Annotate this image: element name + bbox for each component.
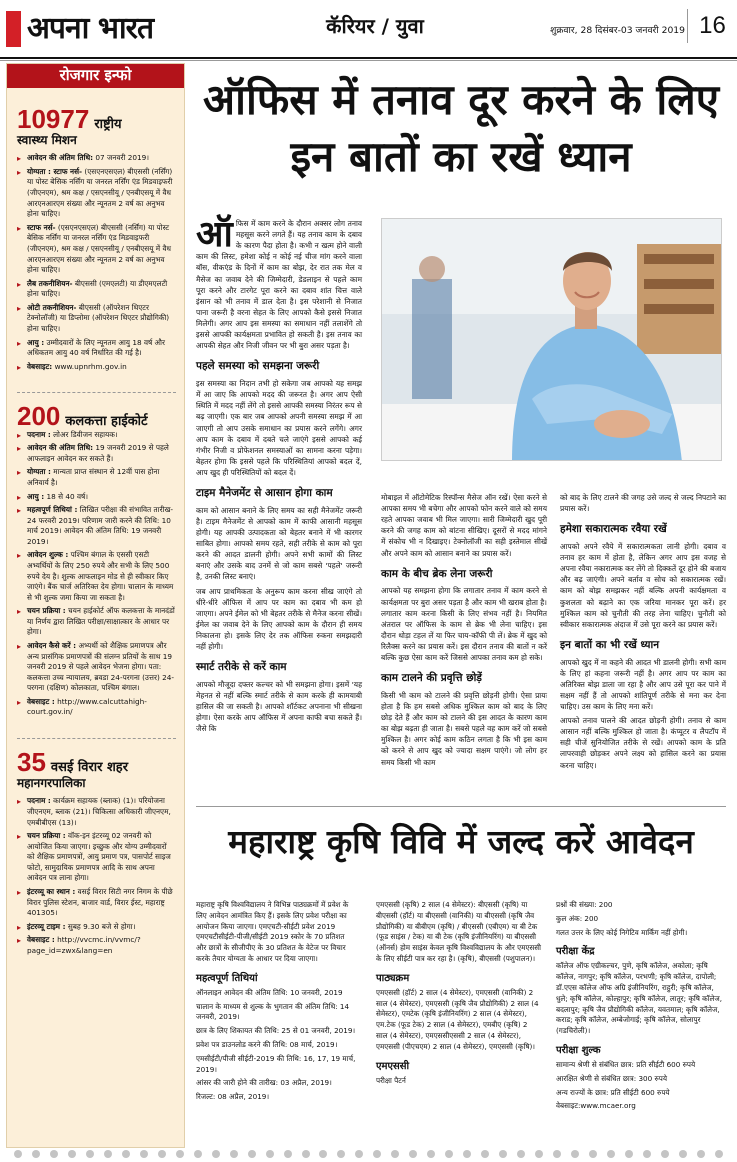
job-details <box>17 796 176 956</box>
man-at-desk-illustration <box>382 219 722 461</box>
section-divider <box>196 806 726 807</box>
secondary-article <box>196 900 726 1140</box>
job-detail-value: www.upnrhm.gov.in <box>54 361 127 371</box>
job-detail-label: आयु : <box>27 491 45 501</box>
job-detail-item <box>17 641 176 694</box>
paragraph <box>376 988 541 1053</box>
job-detail-label: योग्यता : <box>27 467 51 477</box>
subheading: परीक्षा केंद्र <box>556 946 595 958</box>
job-org-line2: स्वास्थ्य मिशन <box>17 133 77 148</box>
job-detail-label: वेबसाइट: <box>27 361 53 371</box>
paragraph <box>560 541 726 630</box>
paragraph <box>196 1054 356 1076</box>
job-detail-value: अभ्यर्थी को शैक्षिक प्रमाणपत्र और अन्य प्रासंगिक प्रमाणपत्रों की संलग्न प्रतियों के साथ 19 जनवरी 2019 से पहले आवेदन भेजना होगा। पता: कलकत्ता उच्च न्यायालय, ब्रवडा 24-परगना (उत्तर) 24-परगना (दक्षिण) कोलकाता, पश्चिम बंगाल। <box>27 641 175 693</box>
paragraph-text: आपको मौजूदा दफ्तर कल्चर को भी समझना होगा। इसमें 'यह मेहनत से नहीं बल्कि स्मार्ट तरीके से काम करके ही कामयाबी हासिल की जा सकती है। आपको शॉर्टकट अपनाना भी सीखना होगा। ऐसा करके आप ऑफिस में अपना काफी बचा सकते हैं। जैसे कि <box>196 679 362 734</box>
paragraph-text: आपको यह समझना होगा कि लगातार तनाव में काम करने से कार्यक्षमता पर बुरा असर पड़ता है और काम भी खराब होता है। लगातार काम करना किसी के लिए संभव नहीं है। नियमित अंतराल पर ऑफिस के काम से ब्रेक भी लेना चाहिए। इस दौरान थोड़ा टहल लें या फिर चाय-कॉफी पी लें। ब्रेक में खुद को रिलैक्स करने का प्रयास करें। इस दौरान तनाव की बातों न करें बल्कि कुछ ऐसा काम करें जिससे आपका तनाव कम हो सके। <box>381 586 547 663</box>
paragraph <box>556 1060 726 1071</box>
paragraph-text: आपको तनाव पालने की आदत छोड़नी होगी। तनाव से काम आसान नहीं बल्कि मुश्किल हो जाता है। कंप्यूटर व लैपटॉप में सही चीजें सुनियोजित तरीके से रखें। आपको काम के प्रति लापरवाही छोड़कर अपने लक्ष्य को हासिल करने का प्रयास करना चाहिए। <box>560 716 726 770</box>
jobs-sidebar <box>6 63 185 1148</box>
section-label: कॅरियर / युवा <box>326 14 424 38</box>
job-detail-label: पदनाम : <box>27 796 51 806</box>
subheading: काम के बीच ब्रेक लेना जरूरी <box>381 567 493 580</box>
job-title <box>17 747 176 778</box>
brand-bar <box>6 11 21 47</box>
paragraph-text: फिस में काम करने के दौरान अक्सर लोग तनाव महसूस करने लगते हैं। यह तनाव काम के दबाव के कारण पैदा होता है। कभी न खत्म होने वाली काम की लिस्ट, हमेशा कोई न कोई नई चीज मांग करने वाला बॉस, वीकएंड के दिनों में काम का बोझ, देर रात तक मेल व मैसेज का जवाब देने की जिम्मेदारी, डेडलाइन से पहले काम पूरा करने और टारगेट पूरा करने का दबाव शांत चित्त वाले इंसान को भी तनाव में डाल देता है। इस परेशानी से निजात पाना जरूरी है वरना सेहत के लिए आपको कैसे इससे निजात मिलेगी। अगर आप इस समस्या का समाधान नहीं तलाशेंगे तो इससे आपकी कार्यक्षमता प्रभावित हो सकती है। इस तनाव का आपकी सेहत और निजी जीवन पर भी बुरा असर पड़ता है। <box>196 219 362 351</box>
paragraph-text: प्रवेश पत्र डाउनलोड करने की तिथि: 08 मार्च, 2019। <box>196 1039 338 1049</box>
article-column-3 <box>560 492 726 774</box>
job-count: 35 <box>17 747 46 778</box>
paragraph-text: एमसीईटी/पीजी सीईटी-2019 की तिथि: 16, 17, 19 मार्च, 2019। <box>196 1053 356 1074</box>
secondary-column-1 <box>196 900 356 1106</box>
paragraph-text: परीक्षा पैटर्न <box>376 1075 406 1085</box>
job-detail-item <box>17 279 176 300</box>
job-detail-item <box>17 935 176 956</box>
paragraph <box>376 900 541 965</box>
job-detail-value: सुबह 9.30 बजे से होगा। <box>67 921 136 931</box>
paragraph <box>196 505 362 583</box>
secondary-column-2 <box>376 900 541 1089</box>
job-listing <box>17 106 176 372</box>
article-column-2 <box>381 492 547 771</box>
job-detail-value: कार्यक्रम सहायक (ब्लाक) (1)। परियोजना जीएनएम, ब्लाक (21)। चिकित्सा अधिकारी जीएनएम, एमबीबीएस (13)। <box>27 796 171 827</box>
job-detail-label: आयु : <box>27 337 45 347</box>
subheading: इन बातों का भी रखें ध्यान <box>560 638 660 651</box>
job-detail-label: चयन प्रक्रिया : <box>27 831 66 841</box>
paragraph <box>556 928 726 939</box>
sidebar-jobs <box>7 88 184 956</box>
job-detail-value: http://www.calcuttahigh-court.gov.in/ <box>27 696 147 717</box>
job-detail-item <box>17 443 176 464</box>
secondary-headline: महाराष्ट्र कृषि विवि में जल्द करें आवेदन <box>228 822 694 861</box>
job-detail-label: योग्यता : स्टाफ नर्स- <box>27 166 83 176</box>
job-detail-value: मान्यता प्राप्त संस्थान से 12वीं पास होना अनिवार्य है। <box>27 467 160 487</box>
job-detail-label: आवेदन की अंतिम तिथि: <box>27 153 94 163</box>
footer-dots <box>0 1150 737 1162</box>
paragraph <box>196 1026 356 1037</box>
job-detail-label: इंटरव्यू टाइम : <box>27 921 66 931</box>
subheading: हमेशा सकारात्मक रवैया रखें <box>560 523 667 536</box>
job-detail-label: आवेदन की अंतिम तिथि: <box>27 443 94 453</box>
dateline: शुक्रवार, 28 दिसंबर-03 जनवरी 2019 <box>550 25 685 36</box>
job-detail-item <box>17 362 176 373</box>
subheading: पहले समस्या को समझना जरूरी <box>196 360 320 373</box>
sidebar-separator <box>17 392 176 393</box>
paragraph <box>381 492 547 559</box>
job-detail-item <box>17 430 176 441</box>
brand-logo <box>6 8 174 50</box>
job-detail-label: इंटरव्यू का स्थान : <box>27 887 76 897</box>
paragraph-text: छात्र के लिए शिकायत की तिथि: 25 से 01 जनवरी, 2019। <box>196 1026 356 1036</box>
paragraph <box>556 961 726 1037</box>
job-details <box>17 430 176 718</box>
paragraph-text: आरक्षित श्रेणी से संबंधित छात्र: 300 रुपये <box>556 1073 668 1083</box>
job-detail-label: लैब तकनीशियन- <box>27 278 73 288</box>
job-detail-item <box>17 796 176 828</box>
job-detail-value: 18 से 40 वर्ष। <box>46 491 88 501</box>
paragraph-text: आंसर की जारी होने की तारीख: 03 अप्रैल, 2019। <box>196 1078 332 1088</box>
job-detail-item <box>17 505 176 547</box>
paragraph-text: वेबसाइट:www.mcaer.org <box>556 1101 636 1111</box>
job-detail-value: लोअर डिवीजन सहायक। <box>53 429 118 439</box>
job-title <box>17 401 176 432</box>
job-org: वसई विरार शहर <box>50 760 129 776</box>
job-detail-value: बीएससी (एमएलटी) या डीएमएलटी होना चाहिए। <box>27 278 168 299</box>
paragraph <box>196 213 362 351</box>
job-detail-label: स्टाफ नर्स- <box>27 222 56 232</box>
paragraph <box>196 1040 356 1051</box>
paragraph-text: आपको अपने रवैये में सकारात्मकता लानी होगी। दबाव व तनाव हर काम में होता है, लेकिन अगर आप इस वजह से अपना रवैया नकारात्मक कर लेंगे तो दिक्कतें दूर होने की बजाय और बढ़ जाएंगी। अपने बर्ताव व सोच को सकारात्मक रखें। काम को बोझ समझकर नहीं बल्कि अपनी कार्यक्षमता व कुशलता को बढ़ाने का एक जरिया मानकर पूरा करें। हर मुश्किल काम को चुनौती की तरह लेना चाहिए। चुनौती को स्वीकार सकारात्मक अंदाज में उसे पूरा करने का प्रयास करें। <box>560 541 726 629</box>
job-detail-item <box>17 697 176 718</box>
job-title <box>17 106 176 132</box>
top-rule-thin <box>0 60 737 61</box>
paragraph <box>196 988 356 999</box>
job-detail-label: आवेदन कैसे करें : <box>27 641 77 651</box>
paragraph <box>381 690 547 768</box>
job-detail-value: (एसएनएसएल) बीएससी (नर्सिंग) या पोस्ट बेसिक नर्सिंग या जनरल नर्सिंग एंड मिडवाइफरी (जीएनएम), श्रम कक्ष / एसएनसीयू / एनबीएसयू में वैध आरएनआरएम संख्या और न्यूनतम 2 वर्ष का अनुभव होना चाहिए। <box>27 222 171 275</box>
main-headline: ऑफिस में तनाव दूर करने के लिए इन बातों का रखें ध्यान <box>202 75 719 181</box>
page-number: 16 <box>687 9 737 43</box>
job-detail-label: पदनाम : <box>27 429 51 439</box>
job-detail-item <box>17 153 176 164</box>
paragraph-text: एमएससी (कृषि) 2 साल (4 सेमेस्टर): बीएससी (कृषि) या बीएससी (हॉर्ट) या बीएससी (वानिकी) या बीएससी (कृषि जैव प्रौद्योगिकी) या बीबीएम (कृषि) / बीएससी (एबीएम) या बी टेक (फूड साइंस / टेक) या बी टेक (कृषि इंजीनियरिंग) या बीएससी (ऑनर्स) होम साइंस केवल कृषि विश्वविद्यालय के और एमएससी के लिए सीईटी पात्र कर रहा है। (कृषि), बीएससी (पशुपालन)। <box>376 900 541 963</box>
paragraph-text: जब आप प्राथमिकता के अनुरूप काम करना सीख जाएंगे तो धीरे-धीरे ऑफिस में आप पर काम का दबाव भी कम हो जाएगा। अपने ईमेल को भी बेहतर तरीके से मैनेज करना सीखें। ईमेल का जवाब देने के लिए आपको काम के दौरान ही समय निकालना हो। इसके लिए देर तक ऑफिस रुकना समझदारी नहीं होगी। <box>196 586 362 652</box>
paragraph-text: कुल अंक: 200 <box>556 913 599 923</box>
paragraph-text: काम को आसान बनाने के लिए समय का सही मैनेजमेंट जरूरी है। टाइम मैनेजमेंट से आपको काम में काफी आसानी महसूस होगी। यह आपकी उत्पादकता को बेहतर बनाने में भी कारगर साबित होगा। आपको समय रहते, सही तरीके से काम को पूरा करने की आदत डालनी होगी। अपने सभी कामों की लिस्ट बनाएं और उसके बाद उनमें से जो काम सबसे 'पहले' जरूरी है, उनकी लिस्ट बनाएं। <box>196 505 362 582</box>
job-detail-item <box>17 467 176 488</box>
job-detail-value: वॉक-इन इंटरव्यू 02 जनवरी को आयोजित किया जाएगा। इच्छुक और योग्य उम्मीदवारों को शैक्षिक प्रमाणपत्रों, आयु प्रमाण पत्र, पासपोर्ट साइज फोटो, सामुदायिक प्रमाणपत्र आदि के साथ अपना आवेदन पत्र लाना होगा। <box>27 831 171 883</box>
job-detail-label: वेबसाइट : <box>27 696 55 706</box>
job-detail-value: बीएससी (ऑपरेशन थिएटर टेक्नोलॉजी) या डिप्लोमा (ऑपरेशन थिएटर प्रौद्योगिकी) होना चाहिए। <box>27 302 170 333</box>
job-detail-item <box>17 922 176 933</box>
job-org: राष्ट्रीय <box>94 117 122 132</box>
job-detail-value: वसई विरार सिटी नगर निगम के पीछे विरार पुलिस स्टेशन, बाजार वार्ड, विरार ईस्ट, महाराष्ट्र 401305। <box>27 887 173 918</box>
job-count: 200 <box>17 401 61 432</box>
paragraph-text: किसी भी काम को टालने की प्रवृत्ति छोड़नी होगी। ऐसा प्रायः होता है कि हम सबसे अधिक मुश्किल काम को बाद के लिए छोड़ देते हैं और काम को टालने की इस आदत के कारण काम का बोझ बढ़ता ही जाता है। सबसे पहले वह काम करें जो सबसे मुश्किल है। अगर कोई काम कठिन लगता है कि भी इस काम को करने से आप खुद को ज्यादा सक्षम पाएंगे। जो लोग हर समय किसी भी काम <box>381 690 547 767</box>
job-listing <box>17 749 176 956</box>
paragraph <box>196 900 356 965</box>
job-detail-item <box>17 492 176 503</box>
paragraph <box>196 1092 356 1103</box>
job-detail-label: चयन प्रक्रिया : <box>27 606 66 616</box>
job-detail-item <box>17 550 176 603</box>
paragraph <box>196 378 362 478</box>
paragraph <box>376 1076 541 1087</box>
paragraph-text: कॉलेज ऑफ एग्रीकल्चर, पुणे, कृषि कॉलेज, अकोला; कृषि कॉलेज, नागपुर; कृषि कॉलेज, परभणी; कृषि कॉलेज, दापोली; डॉ.एएस कॉलेज ऑफ अग्रि इंजीनियरिंग, राहुरी; कृषि कॉलेज, धुले; कृषि कॉलेज, कोल्हापुर; कृषि कॉलेज, लातूर; कृषि कॉलेज, बदलापुर; कृषि जैव प्रौद्योगिकी कॉलेज, यवतमाल; कृषि कॉलेज, कराड; कृषि कॉलेज, अम्बेजोगाई; कृषि कॉलेज, सोलापुर (गडचिरोली)। <box>556 961 723 1036</box>
job-detail-label: महत्वपूर्ण तिथियां : <box>27 505 78 515</box>
paragraph-text: इस समस्या का निदान तभी हो सकेगा जब आपको यह समझ में आ जाए कि आपको मदद की जरूरत है। अगर आप ऐसी स्थिति में मदद नहीं लेंगे तो इससे आपकी समस्या निरंतर रूप से बढ़ जाएगी। एक बार जब आपको अपनी समस्या समझ में आ जाएगी तो आप उसके समाधान का प्रयास करने लगेंगे। अगर आप काम के दबाव में दबते चले जाएंगे इससे आपको कई गंभीर निजी व प्रोफेशनल समस्याओं का सामना करना पड़ेगा। बेहतर होगा कि इससे पहले कि परिस्थितियां आपको बदल दें, आप खुद ही परिस्थितियों को बदल दें। <box>196 379 362 477</box>
paragraph <box>560 492 726 514</box>
paragraph <box>196 679 362 735</box>
top-rule <box>0 57 737 59</box>
job-detail-value: 07 जनवरी 2019। <box>95 153 150 163</box>
paragraph-text: ऑनलाइन आवेदन की अंतिम तिथि: 10 जनवरी, 2019 <box>196 987 343 997</box>
paragraph-text: अन्य राज्यों के छात्र: प्रति सीईटी 600 रुपये <box>556 1087 670 1097</box>
sidebar-title: रोजगार इन्फो <box>7 64 184 88</box>
paragraph-text: आपको खुद में ना कहने की आदत भी डालनी होगी। सभी काम के लिए हां कहना जरूरी नहीं है। अगर आप पर काम का अतिरिक्त बोझ डाला जा रहा है और आप उसे पूरा कर पाने में सक्षम नहीं हैं तो आपको शांतिपूर्ण तरीके से मना कर देना चाहिए। उस काम के लिए मना करें। <box>560 657 726 712</box>
job-listing <box>17 403 176 718</box>
job-details <box>17 153 176 372</box>
job-detail-item <box>17 831 176 884</box>
paragraph <box>556 900 726 911</box>
subheading: परीक्षा शुल्क <box>556 1044 601 1056</box>
job-count: 10977 <box>17 104 90 134</box>
job-detail-item <box>17 338 176 359</box>
job-detail-value: चयन हाईकोर्ट ऑफ कलकत्ता के मानदंडों या निर्णय द्वारा लिखित परीक्षा/साक्षात्कार के आधार पर होगा। <box>27 606 175 637</box>
paragraph <box>560 715 726 771</box>
job-detail-value: (एसएनएसएल) बीएससी (नर्सिंग) या पोस्ट बेसिक नर्सिंग या जनरल नर्सिंग एंड मिडवाइफरी (जीएनएम), श्रम कक्ष / एसएनसीयू / एनबीएसयू में वैध आरएनआरएम संख्या और न्यूनतम 2 वर्ष का अनुभव होना चाहिए। <box>27 166 173 219</box>
job-detail-item <box>17 887 176 919</box>
paragraph-text: चालान के माध्यम से शुल्क के भुगतान की अंतिम तिथि: 14 जनवरी, 2019। <box>196 1001 350 1022</box>
job-detail-value: 19 जनवरी 2019 से पहले आफलाइन आवेदन कर सकते हैं। <box>27 443 169 463</box>
paragraph-text: को बाद के लिए टालने की जगह उसे जल्द से जल्द निपटाने का प्रयास करें। <box>560 493 726 514</box>
paragraph-text: प्रश्नों की संख्या: 200 <box>556 900 613 909</box>
job-org-line2: महानगरपालिका <box>17 776 86 791</box>
job-detail-value: लिखित परीक्षा की संभावित तारीख- 24 फरवरी 2019। परिणाम जारी करने की तिथि: 10 मार्च 2019। आवेदन की अंतिम तिथि: 19 जनवरी 2019। <box>27 505 174 546</box>
article-column-1 <box>196 213 362 738</box>
paragraph <box>560 657 726 713</box>
brand-name: अपना भारत <box>27 10 154 46</box>
office-photo <box>381 218 722 461</box>
subheading: महत्वपूर्ण तिथियां <box>196 972 258 984</box>
paragraph-text: एमएससी (हॉर्ट) 2 साल (4 सेमेस्टर), एमएससी (वानिकी) 2 साल (4 सेमेस्टर), एमएससी (कृषि जैव प्रौद्योगिकी) 2 साल (4 सेमेस्टर), एमटेक (कृषि इंजीनियरिंग) 2 साल (4 सेमेस्टर), एम.टेक (फूड टेक) 2 साल (4 सेमेस्टर), एमबीए (कृषि) 2 साल (4 सेमेस्टर), एमएससीएससी 2 साल (4 सेमेस्टर), एमएससी (पीएचएम) 2 साल (4 सेमेस्टर), एमएससी (कृषि)। <box>376 987 539 1051</box>
subheading: एमएससी <box>376 1060 410 1072</box>
paragraph <box>196 586 362 653</box>
job-detail-item <box>17 223 176 276</box>
job-detail-item <box>17 167 176 220</box>
subheading: टाइम मैनेजमेंट से आसान होगा काम <box>196 487 333 500</box>
subheading: काम टालने की प्रवृत्ति छोड़ें <box>381 672 482 685</box>
subheading: पाठ्यक्रम <box>376 972 410 984</box>
paragraph-text: रिजल्ट: 08 अप्रैल, 2019। <box>196 1092 270 1102</box>
job-detail-item <box>17 606 176 638</box>
paragraph <box>556 1101 726 1112</box>
paragraph <box>381 585 547 663</box>
job-detail-item <box>17 303 176 335</box>
drop-cap: ऑ <box>196 213 233 255</box>
job-detail-label: आवेदन शुल्क : <box>27 550 69 560</box>
job-detail-label: ओटी तकनीशियन- <box>27 302 77 312</box>
job-detail-label: वेबसाइट : <box>27 935 55 945</box>
secondary-column-3 <box>556 900 726 1115</box>
sidebar-separator <box>17 738 176 739</box>
paragraph-text: महाराष्ट्र कृषि विश्वविद्यालय ने विभिन्न पाठ्यक्रमों में प्रवेश के लिए आवेदन आमंत्रित किए हैं। इसके लिए प्रवेश परीक्षा का आयोजन किया जाएगा। एमएचटी-सीईटी प्रवेश 2019 एमएचटीसीईटी-पीजी/सीईटी 2019 स्कोर के 70 प्रतिशत और छात्रों के सीजीपीए के 30 प्रतिशत के वेटेज पर विचार करके तैयार योग्यता के आधार पर दिया जाएगा। <box>196 900 349 963</box>
subheading: स्मार्ट तरीके से करें काम <box>196 661 287 674</box>
paragraph <box>196 1078 356 1089</box>
paragraph <box>556 914 726 925</box>
job-detail-value: http://vvcmc.in/vvmc/?page_id=zwx&lang=en <box>27 935 141 955</box>
paragraph-text: सामान्य श्रेणी से संबंधित छात्र: प्रति सीईटी 600 रुपये <box>556 1059 696 1069</box>
paragraph <box>556 1088 726 1099</box>
job-detail-value: पश्चिम बंगाल के एससी एसटी अभ्यर्थियों के लिए 250 रुपये और सभी के लिए 500 रुपये देय है। शुल्क आफलाइन मोड से ही स्वीकार किए जाएंगे। बैंक चार्ज अतिरिक्त देय होगा। चालान के माध्यम से भी शुल्क जमा किया जा सकता है। <box>27 550 174 602</box>
paragraph-text: गलत उत्तर के लिए कोई निगेटिव मार्किंग नहीं होगी। <box>556 927 688 937</box>
job-org: कलकत्ता हाईकोर्ट <box>65 414 148 430</box>
paragraph <box>556 1074 726 1085</box>
job-detail-value: उम्मीदवारों के लिए न्यूनतम आयु 18 वर्ष और अधिकतम आयु 40 वर्ष निर्धारित की गई है। <box>27 337 165 358</box>
paragraph-text: मोबाइल में ऑटोमेटिक रिस्पॉन्स मैसेज ऑन रखें। ऐसा करने से आपका समय भी बचेगा और आपको फोन करने वाले को समय रहते आपका जवाब भी मिल जाएगा। सारी जिम्मेदारी खुद पूरी करने की जगह काम को बांटना सीखिए। दूसरों से मदद मांगने में संकोच भी न दिखाइए। टेक्नोलॉजी का सही इस्तेमाल सीखें और अपने काम को आसान बनाने का प्रयास करें। <box>381 493 547 558</box>
paragraph <box>196 1002 356 1024</box>
